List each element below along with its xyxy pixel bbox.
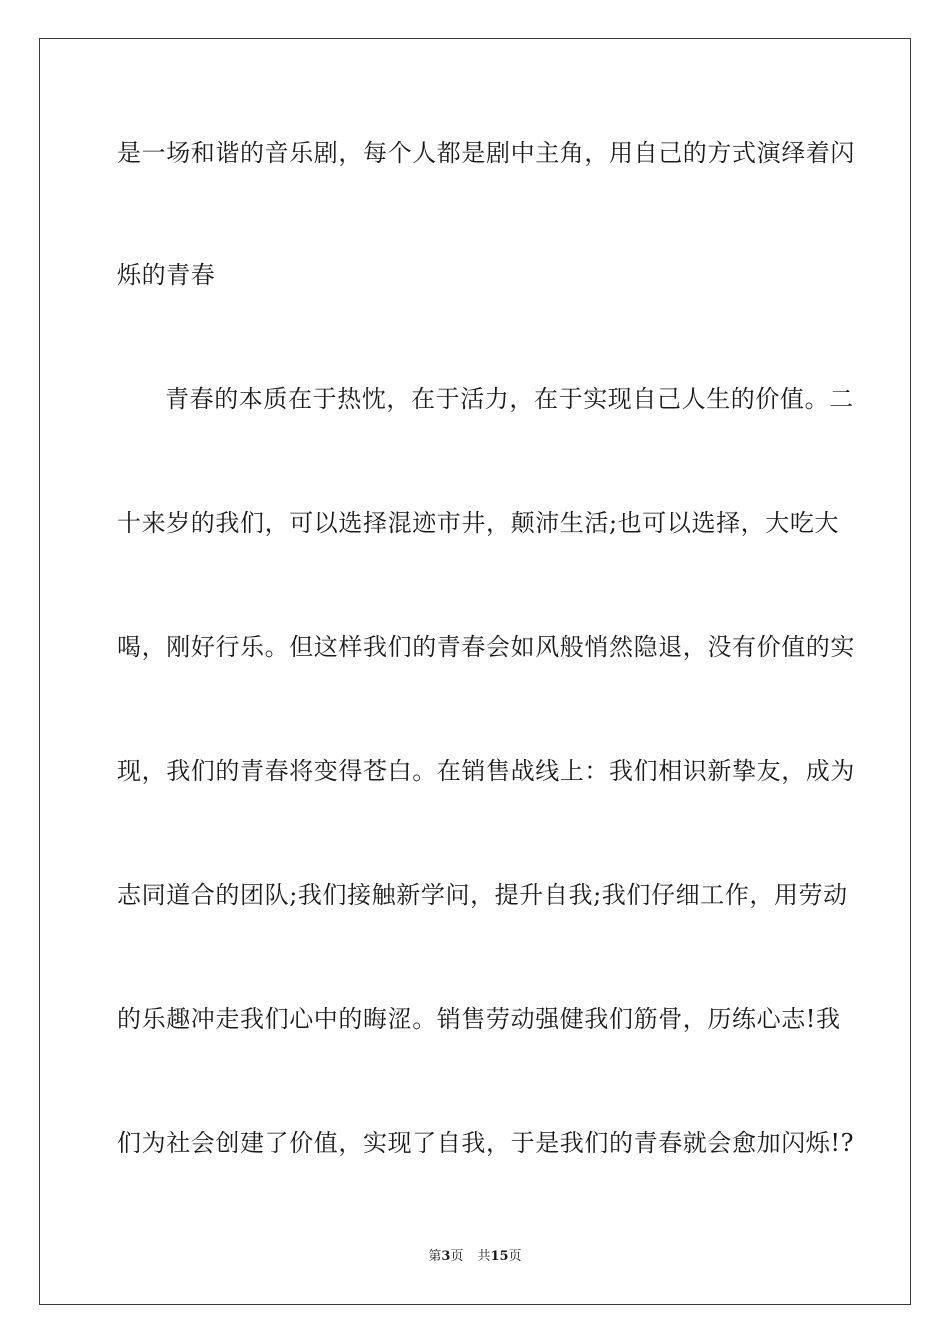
page-suffix: 页: [450, 1249, 464, 1264]
text-line-5: 喝，刚好行乐。但这样我们的青春会如风般悄然隐退，没有价值的实: [117, 633, 855, 661]
text-line-6: 现，我们的青春将变得苍白。在销售战线上：我们相识新挚友，成为: [117, 757, 855, 785]
page-footer: [0, 1248, 950, 1266]
text-line-9: 们为社会创建了价值，实现了自我，于是我们的青春就会愈加闪烁!?: [117, 1129, 855, 1157]
total-pages: 15: [490, 1249, 509, 1264]
text-line-7: 志同道合的团队;我们接触新学问，提升自我;我们仔细工作，用劳动: [117, 881, 848, 909]
text-line-2: 烁的青春: [117, 261, 216, 289]
text-line-4: 十来岁的我们，可以选择混迹市井，颠沛生活;也可以选择，大吃大: [117, 509, 840, 537]
total-prefix: 共: [477, 1249, 491, 1264]
text-line-3-paragraph-start: 青春的本质在于热忱，在于活力，在于实现自己人生的价值。二: [165, 385, 854, 413]
page-border: [39, 38, 911, 1305]
total-suffix: 页: [508, 1249, 522, 1264]
page-number: 3: [441, 1249, 451, 1264]
page-prefix: 第: [428, 1249, 442, 1264]
text-line-1: 是一场和谐的音乐剧，每个人都是剧中主角，用自己的方式演绎着闪: [117, 139, 855, 167]
text-line-8: 的乐趣冲走我们心中的晦涩。销售劳动强健我们筋骨，历练心志!我: [117, 1005, 841, 1033]
